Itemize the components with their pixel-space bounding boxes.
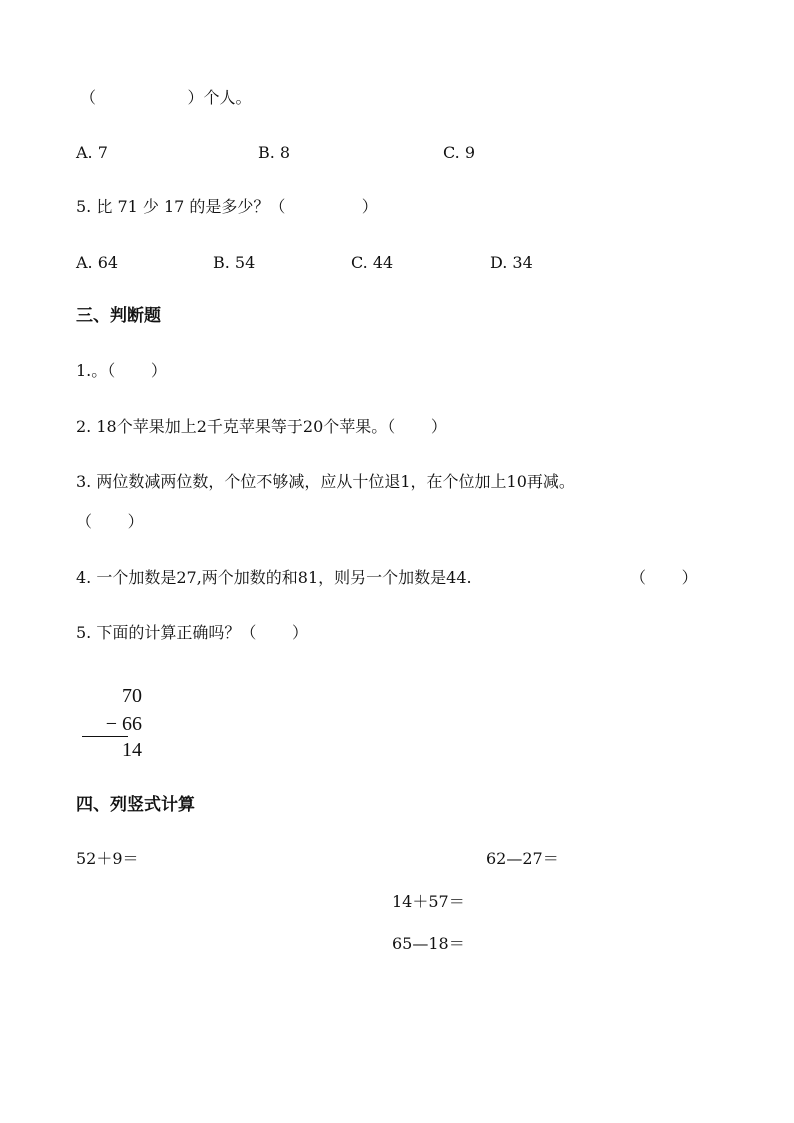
minuend: 70 — [122, 685, 142, 707]
option-a: A. 7 — [76, 143, 108, 162]
option-b: B. 54 — [213, 253, 256, 272]
option-b: B. 8 — [258, 143, 291, 162]
subtrahend: − 66 — [105, 713, 142, 735]
expression-4: 65—18＝ — [392, 934, 465, 953]
question-4-tail: （ ）个人。 — [80, 88, 252, 107]
expression-1: 52＋9＝ — [76, 849, 139, 868]
expression-3: 14＋57＝ — [392, 892, 465, 911]
judgement-item-4-answer: （ ） — [630, 568, 698, 587]
section-title-judgement: 三、判断题 — [76, 306, 161, 326]
judgement-item-1: 1.。（ ） — [76, 361, 167, 380]
judgement-item-3: 3. 两位数减两位数，个位不够减，应从十位退1，在个位加上10再减。 — [76, 472, 575, 491]
option-d: D. 34 — [490, 253, 533, 272]
judgement-item-4: 4. 一个加数是27,两个加数的和81，则另一个加数是44. — [76, 568, 472, 587]
question-5: 5. 比 71 少 17 的是多少？（ ） — [76, 197, 378, 216]
expression-2: 62—27＝ — [486, 849, 559, 868]
judgement-item-3-answer: （ ） — [76, 512, 144, 531]
judgement-item-2: 2. 18个苹果加上2千克苹果等于20个苹果。（ ） — [76, 417, 447, 436]
option-a: A. 64 — [76, 253, 119, 272]
result-rule — [82, 736, 128, 737]
option-c: C. 44 — [351, 253, 394, 272]
option-c: C. 9 — [443, 143, 476, 162]
section-title-vertical-calculation: 四、列竖式计算 — [76, 795, 195, 815]
difference: 14 — [122, 739, 142, 761]
judgement-item-5: 5. 下面的计算正确吗？（ ） — [76, 623, 308, 642]
